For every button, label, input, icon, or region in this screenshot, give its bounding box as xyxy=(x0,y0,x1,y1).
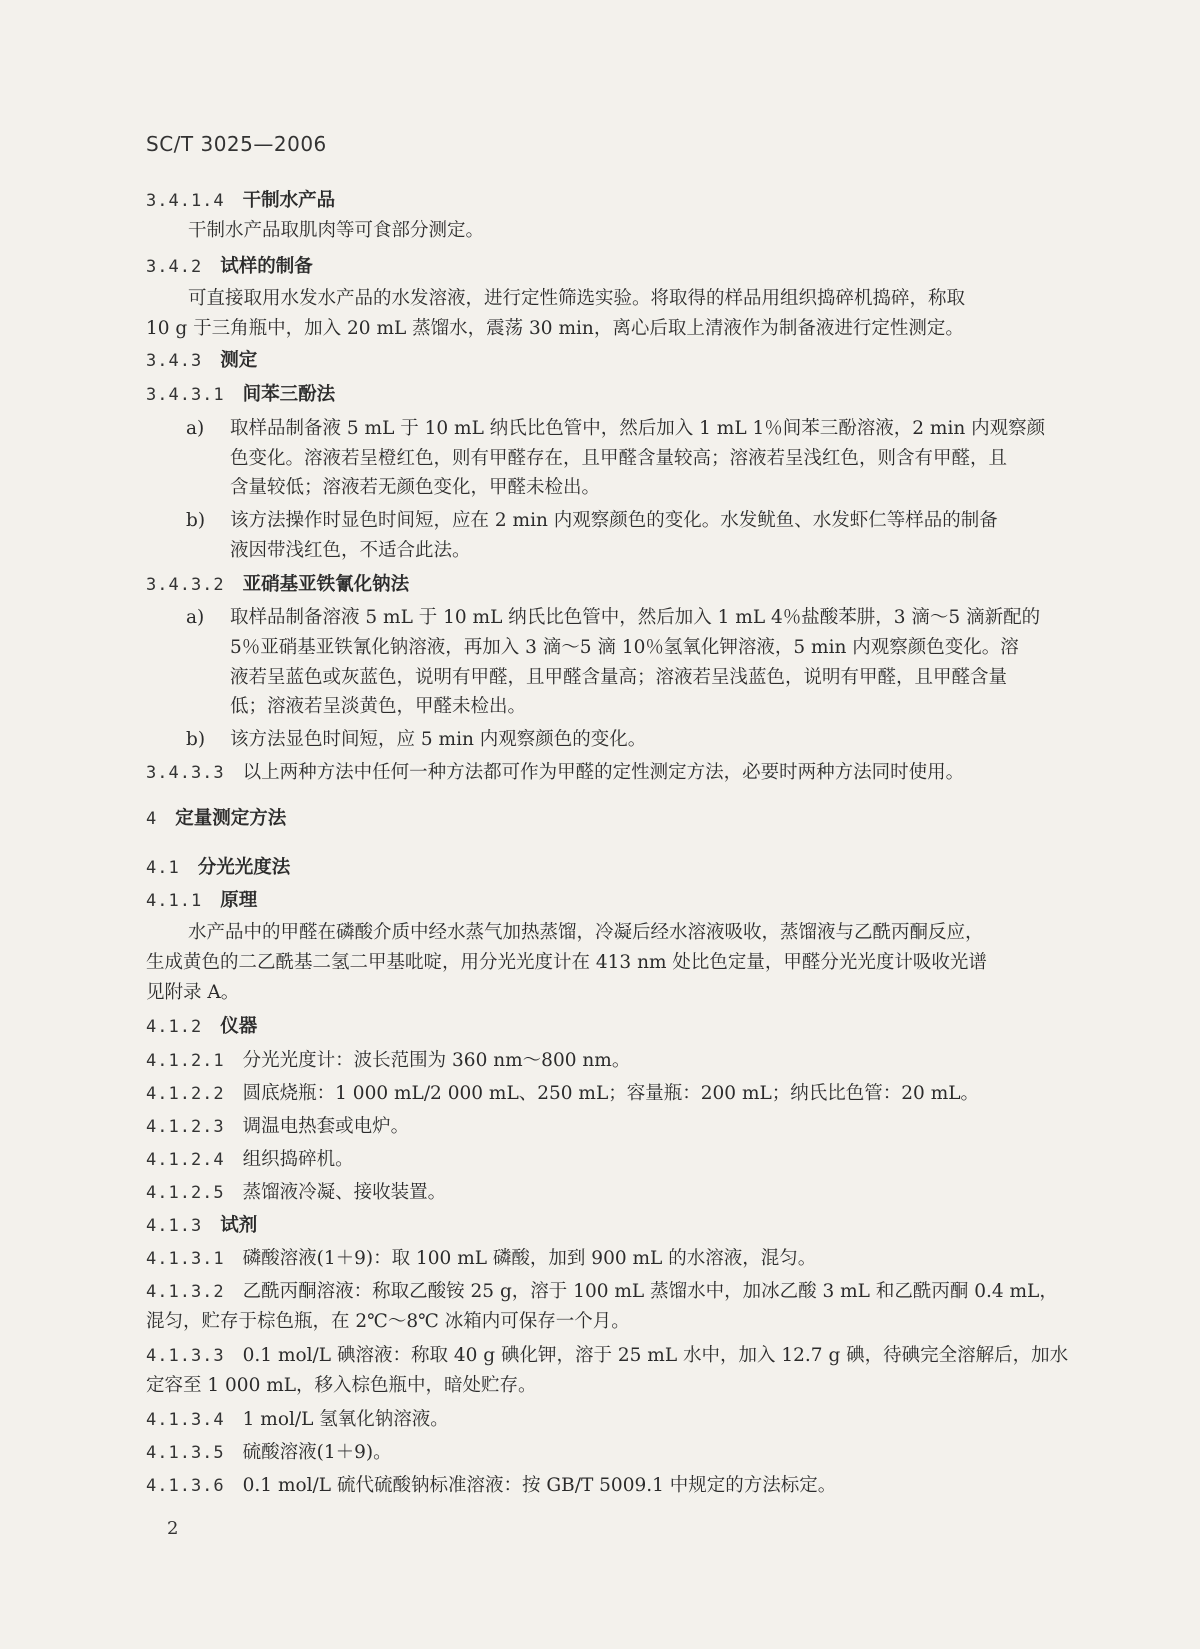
section-number: 3.4.3.2 xyxy=(146,575,225,595)
section-number: 3.4.1.4 xyxy=(146,191,225,211)
list-text-line: 色变化。溶液若呈橙红色，则有甲醛存在，且甲醛含量较高；溶液若呈浅红色，则含有甲醛，且 xyxy=(230,448,1008,469)
section-number: 4.1.3 xyxy=(146,1216,203,1236)
paragraph-line: 生成黄色的二乙酰基二氢二甲基吡啶，用分光光度计在 413 nm 处比色定量，甲醛分光光度计吸收光谱 xyxy=(146,952,987,973)
list-text: 取样品制备溶液 5 mL 于 10 mL 纳氏比色管中，然后加入 1 mL 4％盐酸苯肼，3 滴～5 滴新配的 xyxy=(230,607,1041,628)
section-number: 4 xyxy=(146,809,158,829)
item-text: 0.1 mol/L 碘溶液：称取 40 g 碘化钾，溶于 25 mL 水中，加入 12.7 g 碘，待碘完全溶解后，加水 xyxy=(242,1345,1069,1366)
section-title: 干制水产品 xyxy=(242,190,336,211)
item-text: 组织捣碎机。 xyxy=(242,1149,354,1170)
section-number: 4.1.2 xyxy=(146,1017,203,1037)
item-text: 硫酸溶液(1＋9)。 xyxy=(242,1442,392,1463)
item-number: 4.1.3.1 xyxy=(146,1249,225,1269)
section-4-1-heading xyxy=(146,855,290,881)
item-number: 4.1.2.2 xyxy=(146,1084,225,1104)
item-4-1-3-5 xyxy=(146,1440,392,1466)
item-text: 调温电热套或电炉。 xyxy=(242,1116,410,1137)
section-number: 4.1.1 xyxy=(146,891,203,911)
item-number: 4.1.3.6 xyxy=(146,1476,225,1496)
section-title: 亚硝基亚铁氰化钠法 xyxy=(242,574,410,595)
paragraph-line: 可直接取用水发水产品的水发溶液，进行定性筛选实验。将取得的样品用组织捣碎机捣碎，称取 xyxy=(188,288,966,309)
item-text-line: 定容至 1 000 mL，移入棕色瓶中，暗处贮存。 xyxy=(146,1375,537,1396)
item-number: 4.1.3.4 xyxy=(146,1410,225,1430)
item-number: 4.1.2.3 xyxy=(146,1117,225,1137)
paragraph: 干制水产品取肌肉等可食部分测定。 xyxy=(188,220,485,241)
item-4-1-3-4 xyxy=(146,1407,449,1433)
section-number: 3.4.3 xyxy=(146,351,203,371)
item-4-1-3-2 xyxy=(146,1279,1058,1305)
section-text: 以上两种方法中任何一种方法都可作为甲醛的定性测定方法，必要时两种方法同时使用。 xyxy=(242,762,965,783)
list-text: 取样品制备液 5 mL 于 10 mL 纳氏比色管中，然后加入 1 mL 1％间苯三酚溶液，2 min 内观察颜 xyxy=(230,418,1046,439)
item-text: 0.1 mol/L 硫代硫酸钠标准溶液：按 GB/T 5009.1 中规定的方法标定。 xyxy=(242,1475,837,1496)
item-number: 4.1.3.5 xyxy=(146,1443,225,1463)
list-text-line: 液因带浅红色，不适合此法。 xyxy=(230,540,471,561)
item-number: 4.1.3.2 xyxy=(146,1282,225,1302)
section-3-4-2-heading xyxy=(146,254,313,280)
item-4-1-2-2 xyxy=(146,1081,979,1107)
item-4-1-2-4 xyxy=(146,1147,354,1173)
list-marker: a) xyxy=(186,418,205,439)
item-4-1-2-1 xyxy=(146,1048,630,1074)
paragraph-line: 见附录 A。 xyxy=(146,982,240,1003)
section-3-4-3-3 xyxy=(146,760,964,786)
section-number: 3.4.3.3 xyxy=(146,763,225,783)
list-text: 该方法显色时间短，应 5 min 内观察颜色的变化。 xyxy=(230,729,647,750)
list-marker: b) xyxy=(186,729,206,750)
list-item-b xyxy=(186,508,998,534)
item-number: 4.1.2.5 xyxy=(146,1183,225,1203)
list-marker: a) xyxy=(186,607,205,628)
item-text-line: 混匀，贮存于棕色瓶，在 2℃～8℃ 冰箱内可保存一个月。 xyxy=(146,1311,630,1332)
section-4-1-1-heading xyxy=(146,888,257,914)
section-3-4-3-1-heading xyxy=(146,382,335,408)
section-title: 试剂 xyxy=(220,1215,258,1236)
item-text: 磷酸溶液(1＋9)：取 100 mL 磷酸，加到 900 mL 的水溶液，混匀。 xyxy=(242,1248,817,1269)
item-text: 乙酰丙酮溶液：称取乙酸铵 25 g，溶于 100 mL 蒸馏水中，加冰乙酸 3 mL 和乙酰丙酮 0.4 mL， xyxy=(242,1281,1058,1302)
item-number: 4.1.3.3 xyxy=(146,1346,225,1366)
list-item-a xyxy=(186,416,1045,442)
section-3-4-3-2-heading xyxy=(146,572,409,598)
section-3-4-3-heading xyxy=(146,348,257,374)
item-number: 4.1.2.4 xyxy=(146,1150,225,1170)
section-title: 定量测定方法 xyxy=(175,808,287,829)
section-number: 3.4.2 xyxy=(146,257,203,277)
section-number: 3.4.3.1 xyxy=(146,385,225,405)
section-title: 仪器 xyxy=(220,1016,258,1037)
item-text: 分光光度计：波长范围为 360 nm～800 nm。 xyxy=(242,1050,631,1071)
item-4-1-2-3 xyxy=(146,1114,409,1140)
section-4-1-2-heading xyxy=(146,1014,257,1040)
section-title: 试样的制备 xyxy=(220,256,313,277)
paragraph-line: 水产品中的甲醛在磷酸介质中经水蒸气加热蒸馏，冷凝后经水溶液吸收，蒸馏液与乙酰丙酮反应， xyxy=(188,922,984,943)
section-3-4-1-4-heading xyxy=(146,188,335,214)
item-4-1-3-3 xyxy=(146,1343,1068,1369)
item-4-1-3-1 xyxy=(146,1246,816,1272)
section-4-heading xyxy=(146,806,286,832)
section-title: 原理 xyxy=(220,890,258,911)
list-item-b xyxy=(186,727,646,753)
item-text: 圆底烧瓶：1 000 mL/2 000 mL、250 mL；容量瓶：200 mL；纳氏比色管：20 mL。 xyxy=(242,1083,980,1104)
list-item-a xyxy=(186,605,1040,631)
item-4-1-3-6 xyxy=(146,1473,836,1499)
page-number: 2 xyxy=(167,1518,179,1539)
list-text: 该方法操作时显色时间短，应在 2 min 内观察颜色的变化。水发鱿鱼、水发虾仁等样品的制备 xyxy=(230,510,998,531)
section-title: 测定 xyxy=(220,350,258,371)
item-4-1-2-5 xyxy=(146,1180,446,1206)
item-text: 蒸馏液冷凝、接收装置。 xyxy=(242,1182,447,1203)
section-title: 间苯三酚法 xyxy=(242,384,336,405)
item-text: 1 mol/L 氢氧化钠溶液。 xyxy=(242,1409,449,1430)
list-text-line: 含量较低；溶液若无颜色变化，甲醛未检出。 xyxy=(230,477,601,498)
standard-code-header: SC/T 3025—2006 xyxy=(146,132,327,156)
list-text-line: 5％亚硝基亚铁氰化钠溶液，再加入 3 滴～5 滴 10％氢氧化钾溶液，5 min 内观察颜色变化。溶 xyxy=(230,637,1019,658)
list-text-line: 低；溶液若呈淡黄色，甲醛未检出。 xyxy=(230,696,527,717)
item-number: 4.1.2.1 xyxy=(146,1051,225,1071)
list-text-line: 液若呈蓝色或灰蓝色，说明有甲醛，且甲醛含量高；溶液若呈浅蓝色，说明有甲醛，且甲醛含量 xyxy=(230,667,1008,688)
paragraph-line: 10 g 于三角瓶中，加入 20 mL 蒸馏水，震荡 30 min，离心后取上清液作为制备液进行定性测定。 xyxy=(146,318,964,339)
section-title: 分光光度法 xyxy=(197,857,291,878)
section-4-1-3-heading xyxy=(146,1213,257,1239)
list-marker: b) xyxy=(186,510,206,531)
section-number: 4.1 xyxy=(146,858,180,878)
